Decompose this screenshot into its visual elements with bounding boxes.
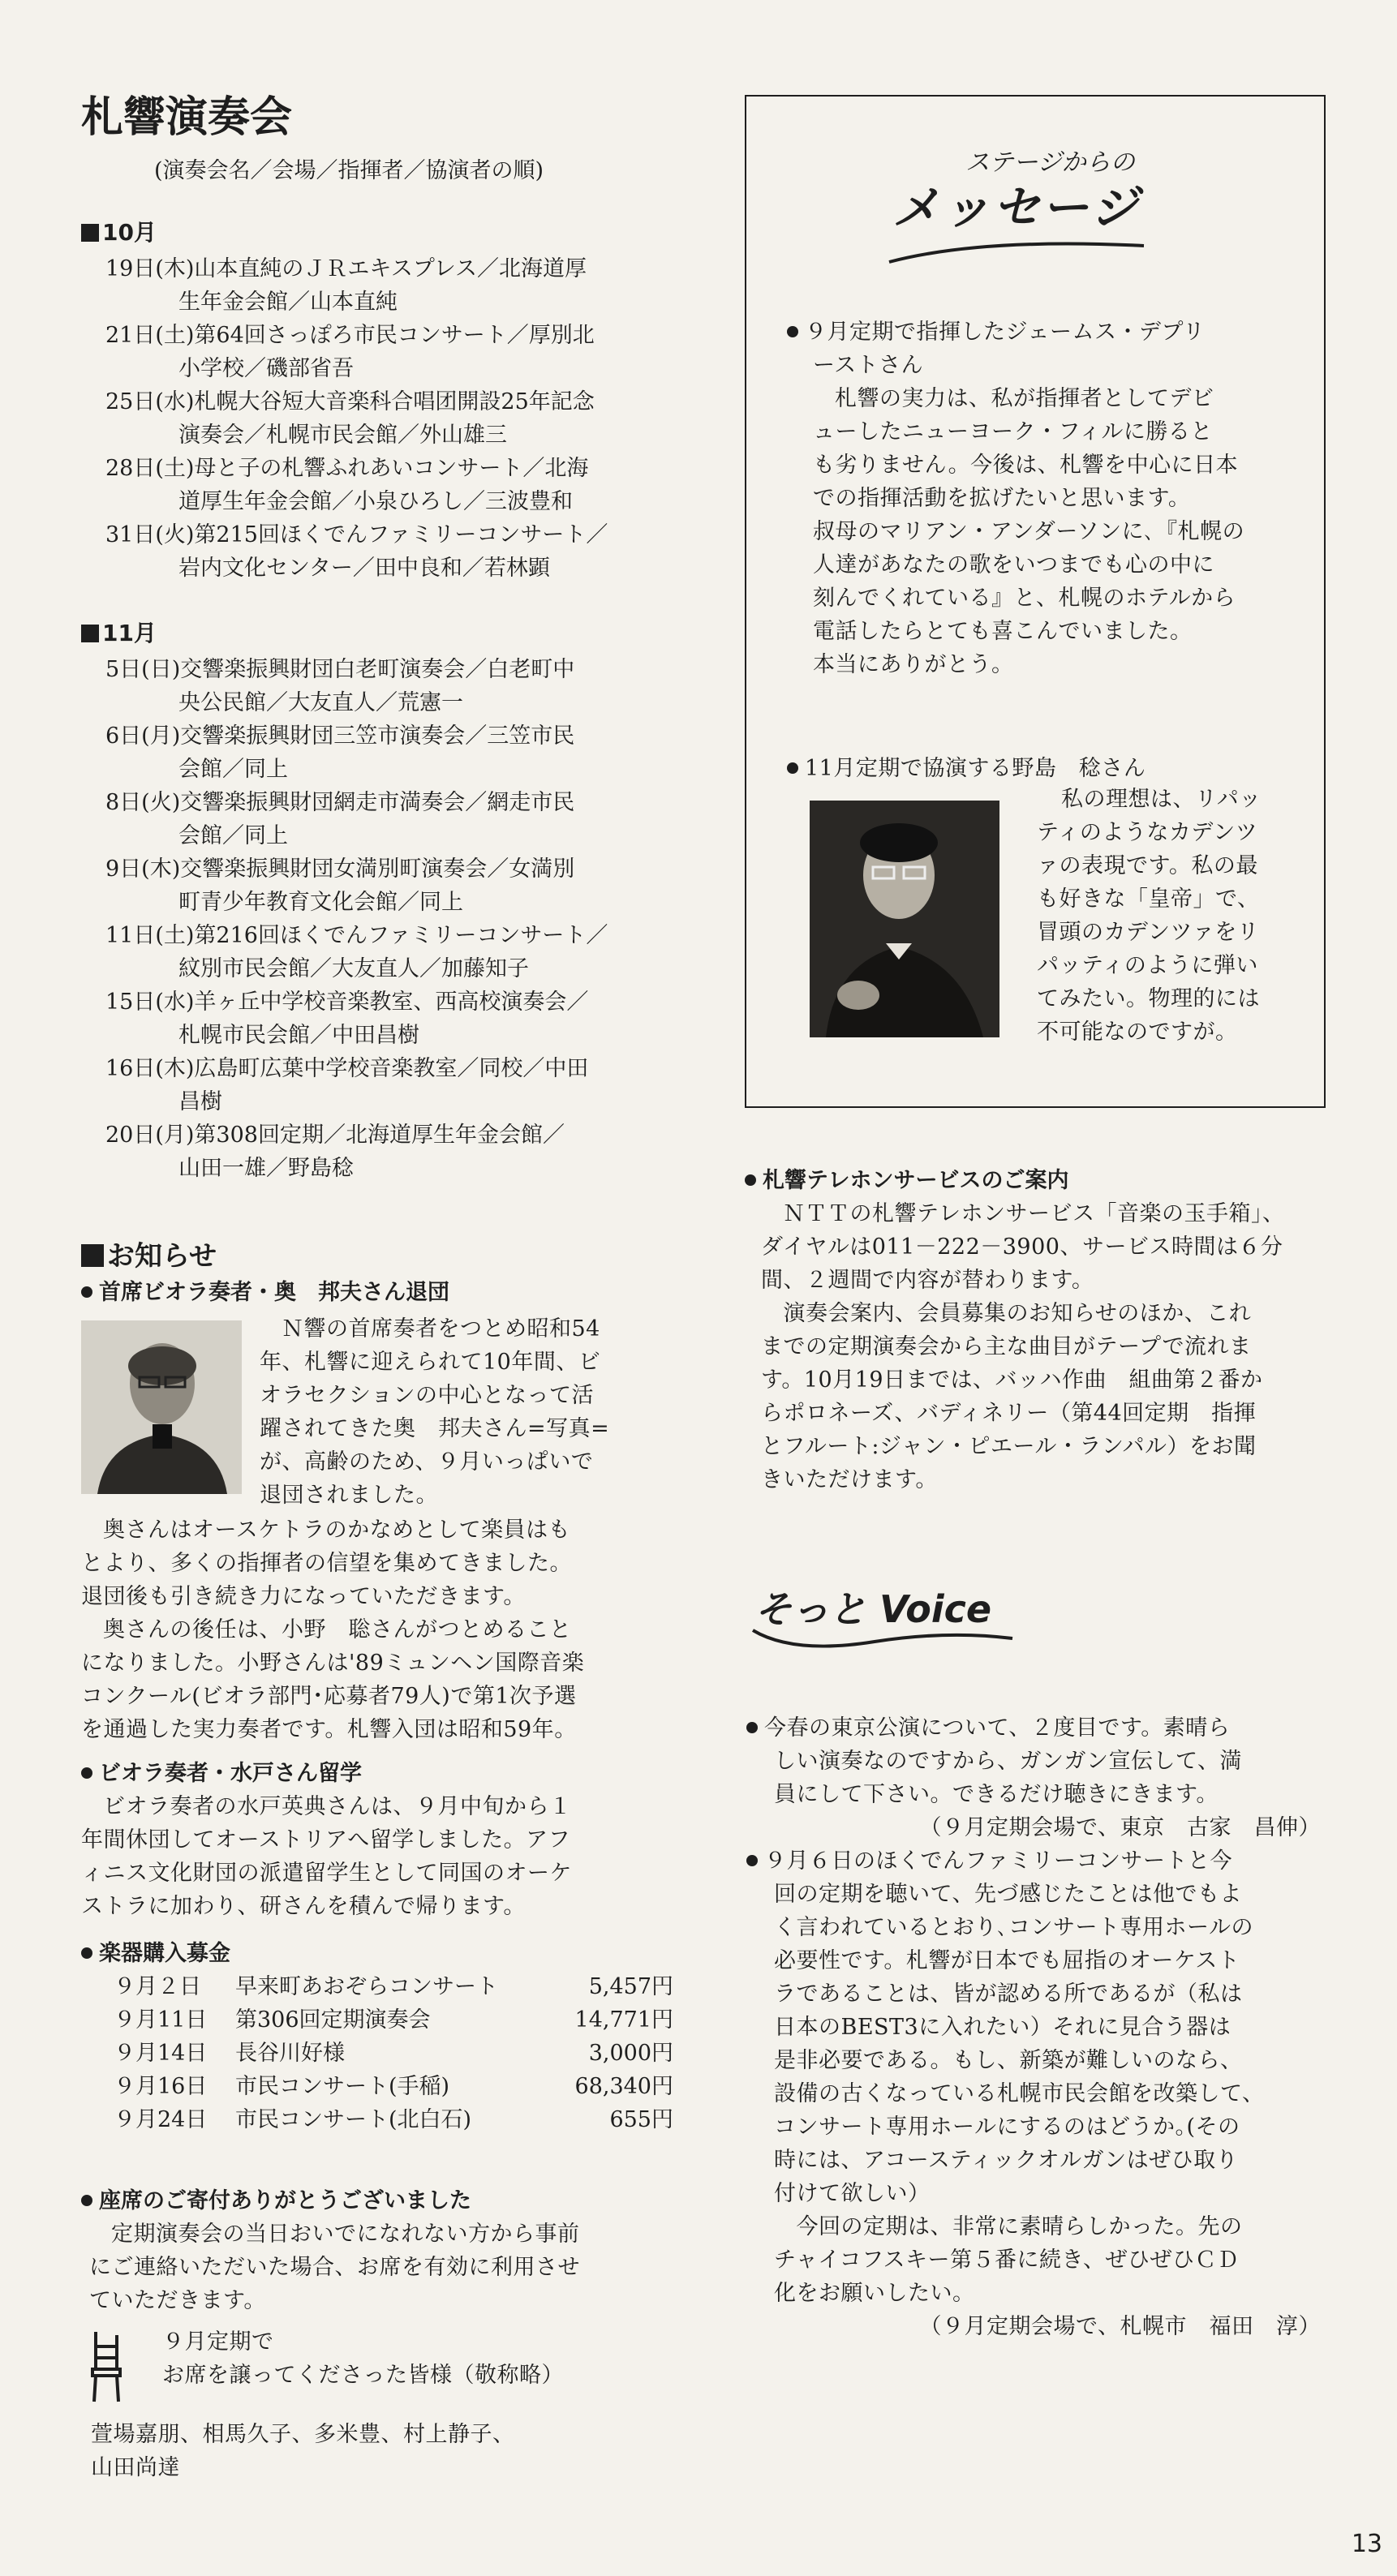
seats-text <box>81 2218 673 2317</box>
message-1-heading-prefix: ９月定期で指揮したジェームス・デプリ <box>805 320 1206 345</box>
retire-heading: 首席ビオラ奏者・奥 邦夫さん退団 <box>81 1277 673 1309</box>
telephone-heading: 札響テレホンサービスのご案内 <box>745 1165 1329 1197</box>
fund-name: 早来町あおぞらコンサート <box>235 1974 498 1999</box>
message-1-heading-suffix: ーストさん <box>813 353 924 378</box>
logo-swash-icon <box>884 234 1152 267</box>
letter-line: 時には、アコースティックオルガンはぜひ取り <box>774 2148 1239 2173</box>
retire-paragraph-line: を通過した実力奏者です。札響入団は昭和59年。 <box>81 1717 577 1742</box>
fund-row <box>81 2070 673 2103</box>
fund-name: 第306回定期演奏会 <box>235 2007 431 2033</box>
retire-paragraphs <box>81 1513 673 1746</box>
retire-paragraph-line: 奥さんの後任は、小野 聡さんがつとめること <box>103 1617 572 1642</box>
telephone-line: らポロネーズ、バディネリー（第44回定期 指揮 <box>761 1401 1257 1426</box>
page-number: 13 <box>1351 2530 1382 2558</box>
message-1-line: ューしたニューヨーク・フィルに勝ると <box>813 419 1213 444</box>
retire-line: Ｎ響の首席奏者をつとめ昭和54 <box>282 1316 600 1342</box>
message-2-line: パッティのように弾い <box>1037 953 1258 978</box>
letter-line <box>746 1844 1330 1878</box>
retire-line: 退団されました。 <box>260 1483 438 1508</box>
concert-line: 紋別市民会館／大友直人／加藤知子 <box>178 956 529 981</box>
seats-names-line: 山田尚達 <box>91 2455 180 2480</box>
letter-line: ラであることは、皆が認める所であるが（私は <box>774 1981 1243 2007</box>
concert-item <box>81 1118 673 1185</box>
concert-item <box>81 985 673 1052</box>
seats-line: にご連絡いただいた場合、お席を有効に利用させ <box>89 2255 580 2280</box>
page-title: 札響演奏会 <box>81 93 293 142</box>
letter-line: く言われているとおり､コンサート専用ホールの <box>774 1915 1253 1940</box>
fund-date: ９月２日 <box>114 1974 201 1999</box>
fund-name: 長谷川好様 <box>235 2041 345 2066</box>
letter-line: 今回の定期は、非常に素晴らしかった。先の <box>774 2214 1243 2239</box>
fund-row <box>81 2103 673 2136</box>
stage-message-logo: メッセージ <box>892 180 1141 235</box>
letter-line: 化をお願いしたい。 <box>774 2281 975 2306</box>
concert-list <box>81 252 673 585</box>
fund-amount: 14,771円 <box>574 2007 673 2033</box>
seats-line: 定期演奏会の当日おいでになれない方から事前 <box>111 2222 580 2247</box>
bullet-icon <box>787 326 798 337</box>
letter-line: 員にして下さい。できるだけ聴きにきます。 <box>774 1782 1219 1807</box>
concert-line: 会館／同上 <box>178 757 288 782</box>
letter-line: 付けて欲しい） <box>774 2181 931 2206</box>
telephone-line: ＮＴＴの札響テレホンサービス「音楽の玉手箱」、 <box>783 1201 1285 1226</box>
telephone-line: きいただけます。 <box>761 1467 938 1492</box>
fund-amount: 68,340円 <box>574 2074 673 2099</box>
bullet-icon <box>81 1767 92 1779</box>
concert-line: 28日(土)母と子の札響ふれあいコンサート／北海 <box>105 456 589 481</box>
concert-item <box>81 786 673 852</box>
retire-paragraph-line: とより、多くの指揮者の信望を集めてきました。 <box>81 1551 572 1576</box>
bullet-icon <box>745 1174 756 1186</box>
concert-line: 演奏会／札幌市民会館／外山雄三 <box>178 423 507 448</box>
concert-line: 9日(木)交響楽振興財団女満別町演奏会／女満別 <box>105 857 575 882</box>
fund-amount: 5,457円 <box>588 1974 673 1999</box>
message-2-line: 冒頭のカデンツァをリ <box>1037 920 1260 945</box>
logo-swash-icon <box>745 1622 1021 1655</box>
message-2-line: 私の理想は、リパッ <box>1061 787 1262 812</box>
stage-message-box <box>745 95 1326 1108</box>
concert-item <box>81 319 673 385</box>
concert-line: 会館／同上 <box>178 823 288 848</box>
telephone-section <box>745 1150 1329 1496</box>
telephone-line: ダイヤルは011－222－3900、サービス時間は６分 <box>761 1234 1283 1260</box>
seats-line: ていただきます。 <box>89 2288 266 2313</box>
bullet-icon <box>787 762 798 774</box>
telephone-line: までの定期演奏会から主な曲目がテープで流れま <box>761 1334 1252 1359</box>
concert-line: 道厚生年金会館／小泉ひろし／三波豊和 <box>178 489 573 514</box>
retire-line: 躍されてきた奥 邦夫さん=写真= <box>260 1416 610 1441</box>
concert-line: 央公民館／大友直人／荒憲一 <box>178 690 463 715</box>
letter-1 <box>746 1711 1330 1844</box>
month-label: 10月 <box>102 219 157 246</box>
letter-line: 日本のBEST3に入れたい）それに見合う器は <box>774 2015 1232 2040</box>
seats-names <box>81 2418 673 2484</box>
letter-line-text: 今春の東京公演について、２度目です。素晴ら <box>764 1715 1231 1741</box>
retire-line: オラセクションの中心となって活 <box>260 1383 594 1408</box>
letters-section <box>746 1711 1330 2343</box>
message-1-text <box>787 382 1306 681</box>
notices-heading: お知らせ <box>81 1234 673 1273</box>
concert-line: 昌樹 <box>178 1089 222 1114</box>
letter-line: 必要性です。札響が日本でも屈指のオーケスト <box>774 1948 1240 1973</box>
retire-paragraph <box>81 1513 673 1613</box>
message-2-line: 不可能なのですが。 <box>1037 1020 1238 1045</box>
message-2 <box>787 752 1306 785</box>
fund-row <box>81 1970 673 2003</box>
telephone-line: 間、２週間で内容が替わります。 <box>761 1268 1094 1293</box>
seats-heading: 座席のご寄付ありがとうございました <box>81 2185 673 2218</box>
bullet-icon <box>81 1947 92 1959</box>
fund-row <box>81 2003 673 2037</box>
study-line: ストラに加わり、研さんを積んで帰ります。 <box>81 1894 526 1919</box>
concert-line: 21日(土)第64回さっぽろ市民コンサート／厚別北 <box>105 323 595 348</box>
retire-paragraph-line: コンクール(ビオラ部門･応募者79人)で第1次予選 <box>81 1684 577 1709</box>
message-2-heading: 11月定期で協演する野島 稔さん <box>805 756 1146 781</box>
concert-line: 岩内文化センター／田中良和／若林顕 <box>178 556 550 581</box>
concert-item <box>81 919 673 985</box>
concert-line: 16日(木)広島町広葉中学校音楽教室／同校／中田 <box>105 1056 589 1081</box>
message-2-line: も好きな「皇帝」で、 <box>1037 887 1260 912</box>
telephone-text <box>745 1197 1329 1496</box>
fund-heading: 楽器購入募金 <box>81 1938 673 1970</box>
concert-line: 6日(月)交響楽振興財団三笠市演奏会／三笠市民 <box>105 723 575 749</box>
chair-icon <box>88 2329 125 2403</box>
concert-item <box>81 653 673 719</box>
letter-line: しい演奏なのですから、ガンガン宣伝して、満 <box>774 1749 1242 1774</box>
study-line: ビオラ奏者の水戸英典さんは、９月中旬から１ <box>103 1794 572 1819</box>
study-text <box>81 1790 673 1923</box>
telephone-line: 演奏会案内、会員募集のお知らせのほか、これ <box>761 1301 1252 1326</box>
letter-line: 回の定期を聴いて、先づ感じたことは他でもよ <box>774 1882 1242 1907</box>
concert-line: 町青少年教育文化会館／同上 <box>178 890 463 915</box>
concert-item <box>81 852 673 919</box>
concert-line: 19日(木)山本直純のＪＲエキスプレス／北海道厚 <box>105 256 587 281</box>
message-2-text <box>1037 783 1305 1049</box>
left-column <box>81 89 673 2484</box>
study-line: 年間休団してオーストリアへ留学しました。アフ <box>81 1827 571 1853</box>
nojima-portrait-photo <box>810 801 999 1037</box>
fund-table <box>81 1970 673 2136</box>
message-2-line: ァの表現です。私の最 <box>1037 853 1258 878</box>
fund-name: 市民コンサート(手稲) <box>235 2074 450 2099</box>
concert-line: 5日(日)交響楽振興財団白老町演奏会／白老町中 <box>105 657 575 682</box>
concert-item <box>81 252 673 319</box>
letter-line-text: ９月６日のほくでんファミリーコンサートと今 <box>764 1848 1232 1874</box>
bullet-icon <box>81 1286 92 1298</box>
concert-line: 31日(火)第215回ほくでんファミリーコンサート／ <box>105 522 608 547</box>
letter-1-text <box>746 1711 1330 1811</box>
retire-wrap-text <box>260 1312 673 1512</box>
concert-line: 生年金会館／山本直純 <box>178 290 398 315</box>
concert-list <box>81 653 673 1185</box>
message-1-line: 叔母のマリアン・アンダーソンに､『札幌の <box>813 519 1245 544</box>
oku-portrait-photo <box>81 1320 242 1494</box>
concert-line: 11日(土)第216回ほくでんファミリーコンサート／ <box>105 923 608 948</box>
concert-item <box>81 719 673 786</box>
seats-caption-block <box>81 2325 673 2406</box>
concert-line: 小学校／磯部省吾 <box>178 356 354 381</box>
message-1-line: 電話したらとても喜こんでいました。 <box>813 619 1193 644</box>
message-1-line: での指揮活動を拡げたいと思います。 <box>813 486 1191 511</box>
study-line: ィニス文化財団の派遣留学生として同国のオーケ <box>81 1861 572 1886</box>
letter-line: 設備の古くなっている札幌市民会館を改築して、 <box>774 2081 1265 2106</box>
telephone-line: とフルート:ジャン・ピエール・ランパル）をお聞 <box>761 1434 1257 1459</box>
retire-line: 年、札響に迎えられて10年間、ビ <box>260 1350 601 1375</box>
letter-line <box>746 1711 1330 1745</box>
concert-line: 札幌市民会館／中田昌樹 <box>178 1023 419 1048</box>
seats-caption-line: お席を譲ってくださった皆様（敬称略） <box>162 2363 564 2388</box>
month-october <box>81 215 673 585</box>
retire-line: が、高齢のため、９月いっぱいで <box>260 1449 594 1475</box>
seats-caption-line: ９月定期で <box>162 2329 274 2355</box>
message-2-line: ティのようなカデンツ <box>1037 820 1258 845</box>
study-heading: ビオラ奏者・水戸さん留学 <box>81 1758 673 1790</box>
page-subtitle: (演奏会名／会場／指揮者／協演者の順) <box>154 158 544 183</box>
concert-item <box>81 452 673 518</box>
message-1-line: 刻んでくれている』と、札幌のホテルから <box>813 586 1236 611</box>
retire-paragraph <box>81 1613 673 1746</box>
fund-amount: 655円 <box>609 2107 673 2132</box>
fund-row <box>81 2037 673 2070</box>
message-1 <box>787 316 1306 681</box>
fund-date: ９月24日 <box>114 2107 208 2132</box>
fund-date: ９月11日 <box>114 2007 208 2033</box>
concert-line: 8日(火)交響楽振興財団網走市満奏会／網走市民 <box>105 790 575 815</box>
fund-date: ９月16日 <box>114 2074 208 2099</box>
letter-2-signature: （９月定期会場で、札幌市 福田 淳） <box>919 2314 1321 2339</box>
concert-line: 20日(月)第308回定期／北海道厚生年金会館／ <box>105 1123 565 1148</box>
letter-line: コンサート専用ホールにするのはどうか｡(その <box>774 2114 1240 2140</box>
letter-line: チャイコフスキー第５番に続き、ぜひぜひＣＤ <box>774 2248 1240 2273</box>
bullet-icon <box>746 1722 758 1733</box>
message-1-line: 本当にありがとう。 <box>813 652 1014 677</box>
message-1-line: も劣りません。今後は、札響を中心に日本 <box>813 453 1239 478</box>
stage-message-logo-small: ステージからの <box>965 148 1135 177</box>
square-bullet-icon <box>81 1244 104 1267</box>
message-2-line: てみたい。物理的には <box>1037 986 1260 1011</box>
seats-caption <box>162 2325 564 2392</box>
retire-block <box>81 1312 673 1513</box>
seats-names-line: 萱場嘉朋、相馬久子、多米豊、村上静子、 <box>91 2422 515 2447</box>
retire-paragraph-line: になりました。小野さんは'89ミュンヘン国際音楽 <box>81 1651 585 1676</box>
letter-2-text <box>746 1844 1330 2310</box>
concert-line: 山田一雄／野島稔 <box>178 1156 354 1181</box>
concert-item <box>81 385 673 452</box>
concert-line: 25日(水)札幌大谷短大音楽科合唱团開設25年記念 <box>105 389 595 414</box>
message-1-line: 人達があなたの歌をいつまでも心の中に <box>813 552 1214 577</box>
concert-item <box>81 518 673 585</box>
month-november <box>81 616 673 1185</box>
fund-name: 市民コンサート(北白石) <box>235 2107 472 2132</box>
concert-line: 15日(水)羊ヶ丘中学校音楽教室、西高校演奏会／ <box>105 990 589 1015</box>
message-1-line: 札響の実力は、私が指揮者としてデビ <box>835 386 1214 411</box>
retire-paragraph-line: 奥さんはオースケトラのかなめとして楽員はも <box>103 1518 571 1543</box>
square-bullet-icon <box>81 625 99 642</box>
square-bullet-icon <box>81 224 99 242</box>
retire-paragraph-line: 退団後も引き続き力になっていただきます。 <box>81 1584 526 1609</box>
month-label: 11月 <box>102 620 157 646</box>
concert-item <box>81 1052 673 1118</box>
telephone-line: す。10月19日までは、バッハ作曲 組曲第２番か <box>761 1367 1263 1393</box>
letter-2 <box>746 1844 1330 2343</box>
bullet-icon <box>81 2195 92 2206</box>
letter-line: 是非必要である。もし、新築が難しいのなら、 <box>774 2048 1243 2073</box>
fund-amount: 3,000円 <box>588 2041 673 2066</box>
letter-1-signature: （９月定期会場で、東京 古家 昌伸） <box>919 1815 1321 1840</box>
sotto-voice-logo: そっと Voice <box>754 1587 992 1631</box>
fund-date: ９月14日 <box>114 2041 208 2066</box>
bullet-icon <box>746 1855 758 1866</box>
